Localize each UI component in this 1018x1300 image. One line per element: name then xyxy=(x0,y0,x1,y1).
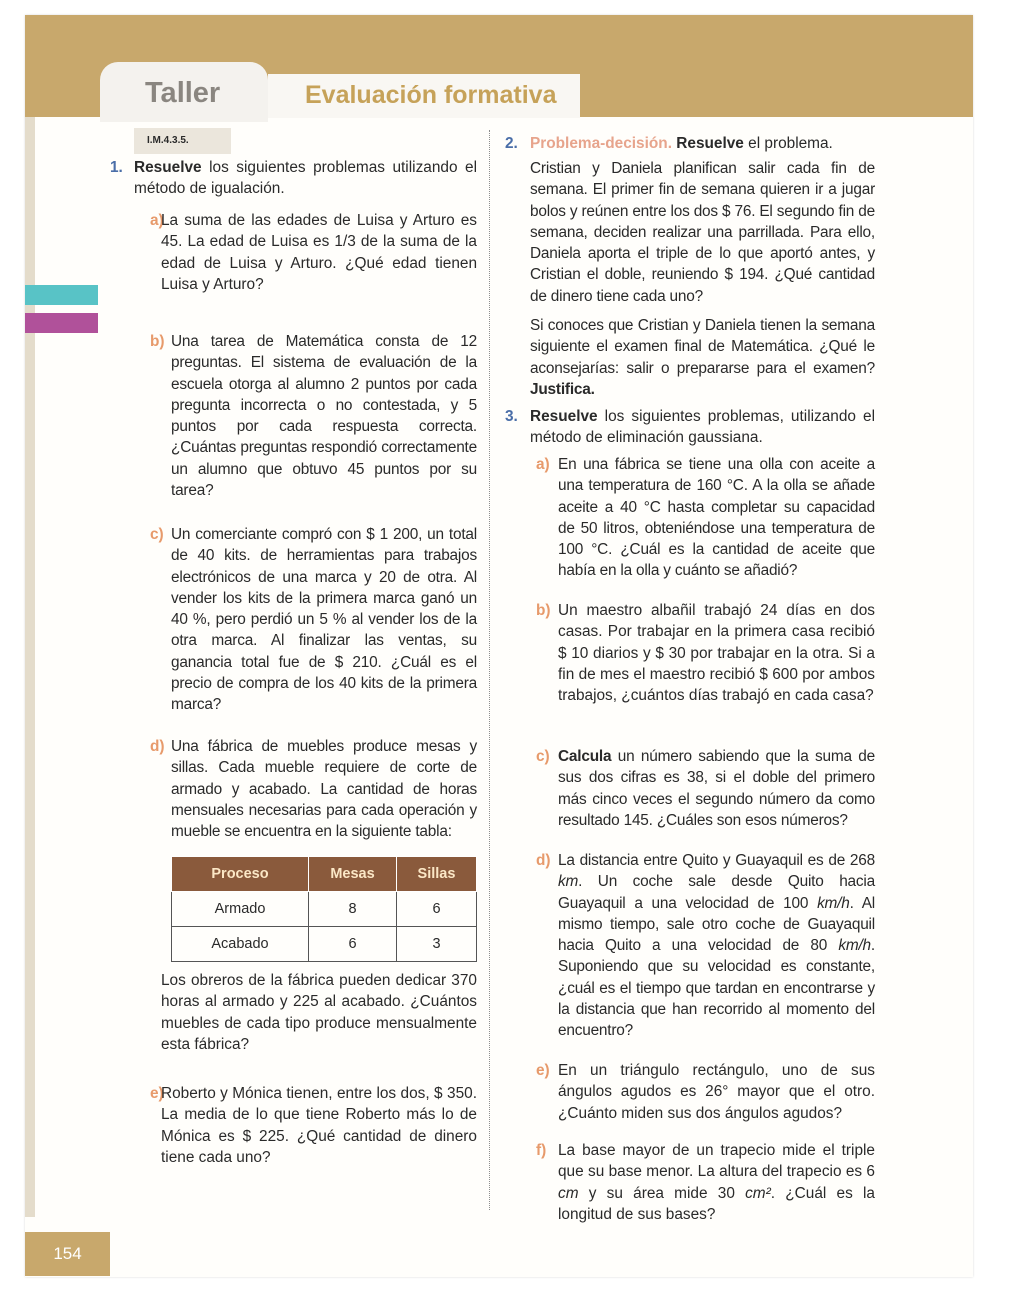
table-row xyxy=(172,892,477,927)
unit-cm2: cm² xyxy=(745,1184,771,1202)
item-letter: d) xyxy=(150,738,165,755)
problem-decision-label: Problema-decisión. xyxy=(530,135,672,152)
text-segment: La distancia entre Quito y Guayaquil es de 268 xyxy=(558,852,875,869)
item-letter: b) xyxy=(536,602,551,619)
table-header: Sillas xyxy=(397,857,477,892)
item-letter: b) xyxy=(150,333,165,350)
justify-label: Justifica. xyxy=(530,380,595,398)
instruction-text: los siguientes problemas utilizando el método de igualación. xyxy=(134,159,477,198)
question-2-instruction xyxy=(530,133,875,154)
skill-code: I.M.4.3.5. xyxy=(134,128,231,154)
item-letter: c) xyxy=(536,748,550,765)
instruction-verb: Resuelve xyxy=(530,408,598,425)
unit-kmh: km/h xyxy=(817,894,850,912)
item-number: 3. xyxy=(505,408,518,425)
text-segment: . ¿Cuál es la longitud de sus bases? xyxy=(558,1184,875,1223)
problem-1c-text: Un comerciante compró con $ 1 200, un total de 40 kits. de herramientas para trabajos electrónicos de una marca y 20 de otra. Al vender los kits de la primera marca ganó un 40 %, pero perdió un 5 % al vender los de la otra marca. Al finalizar las ventas, su ganancia total fue de $ 210. ¿Cuál es el precio de compra de los 40 kits de la primera marca? xyxy=(171,526,477,714)
text-segment: . Al mismo tiempo, sale otro coche de Guayaquil hacia Quito a una velocidad de 80 xyxy=(558,894,875,955)
table-cell: Acabado xyxy=(172,927,309,962)
problem-1e-text: Roberto y Mónica tienen, entre los dos, $ 350. La media de lo que tiene Roberto más lo de Mónica es $ 225. ¿Qué cantidad de dinero tiene cada uno? xyxy=(161,1085,477,1166)
item-letter: a) xyxy=(536,456,550,473)
item-letter: f) xyxy=(536,1142,547,1159)
problem-2-decision xyxy=(530,315,875,400)
problem-3c-text xyxy=(558,746,875,831)
question-1-instruction xyxy=(134,157,477,200)
table-cell: Armado xyxy=(172,892,309,927)
text-segment: . Un coche sale desde Quito hacia Guayaquil a una velocidad de 100 xyxy=(558,873,875,912)
item-letter: e) xyxy=(536,1062,550,1079)
question-3-instruction xyxy=(530,406,875,449)
table-cell: 6 xyxy=(397,892,477,927)
problem-3a-text: En una fábrica se tiene una olla con aceite a una temperatura de 160 °C. A la olla se añade aceite a 40 °C hasta completar su capacidad de 50 litros, obteniéndose una temperatura de 100 °C. ¿Cuál es la cantidad de aceite que había en la olla y cuánto se añadió? xyxy=(558,456,875,580)
table-header: Proceso xyxy=(172,857,309,892)
problem-text: un número sabiendo que la suma de sus dos cifras es 38, si el doble del primero más cinco veces el segundo número da como resultado 145. ¿Cuáles son esos números? xyxy=(558,748,875,829)
problem-3f-text xyxy=(558,1140,875,1225)
item-letter: a) xyxy=(150,212,164,229)
magenta-side-tab xyxy=(25,313,98,333)
section-title-evaluacion: Evaluación formativa xyxy=(305,81,557,109)
item-letter: d) xyxy=(536,852,551,869)
instruction-verb: Resuelve xyxy=(134,159,202,176)
problem-1a-text: La suma de las edades de Luisa y Arturo es 45. La edad de Luisa es 1/3 de la suma de la edad de Luisa y Arturo. ¿Qué edad tienen Luisa y Arturo? xyxy=(161,212,477,293)
problem-3b-text: Un maestro albañil trabajó 24 días en dos casas. Por trabajar en la primera casa recibió $ 10 diarios y $ 30 por trabajar en la otra. Si a fin de mes el maestro recibió $ 600 por ambos trabajos, ¿cuántos días trabajó en cada casa? xyxy=(558,602,875,705)
problem-2-text: Cristian y Daniela planifican salir cada fin de semana. El primer fin de semana quieren ir a jugar bolos y reúnen entre los dos $ 76. El segundo fin de semana, deciden realizar una parrillada. Para ello, Daniela aporta el triple de lo que aportó antes, y Cristian el doble, reuniendo $ 194. ¿Qué cantidad de dinero tiene cada uno? xyxy=(530,160,875,305)
instruction-text: los siguientes problemas, utilizando el método de eliminación gaussiana. xyxy=(530,408,875,447)
problem-3e-text: En un triángulo rectángulo, uno de sus ángulos agudos es 26° mayor que el otro. ¿Cuánto miden sus dos ángulos agudos? xyxy=(558,1062,875,1122)
unit-cm: cm xyxy=(558,1184,579,1202)
table-cell: 8 xyxy=(309,892,397,927)
table-header: Mesas xyxy=(309,857,397,892)
item-letter: e) xyxy=(150,1085,164,1102)
unit-km: km xyxy=(558,873,579,891)
text-segment: . Suponiendo que su velocidad es constante, ¿cuál es el tiempo que tardan en encontrarse y la distancia que han recorrido al momento del encuentro? xyxy=(558,937,875,1040)
item-letter: c) xyxy=(150,526,164,543)
instruction-verb: Calcula xyxy=(558,748,612,765)
column-divider xyxy=(489,130,490,1210)
table-cell: 3 xyxy=(397,927,477,962)
problem-1d-question: Los obreros de la fábrica pueden dedicar 370 horas al armado y 225 al acabado. ¿Cuántos muebles de cada tipo produce mensualmente esta fábrica? xyxy=(161,972,477,1053)
item-number: 1. xyxy=(110,159,123,176)
problem-1d-text: Una fábrica de muebles produce mesas y sillas. Cada mueble requiere de corte de armado y acabado. La cantidad de horas mensuales necesarias para cada operación y mueble se encuentra en la siguiente tabla: xyxy=(171,738,477,841)
cyan-side-tab xyxy=(25,285,98,305)
table-cell: 6 xyxy=(309,927,397,962)
section-title-taller: Taller xyxy=(145,77,221,109)
item-number: 2. xyxy=(505,135,518,152)
instruction-verb: Resuelve xyxy=(676,135,744,152)
text-segment: y su área mide 30 xyxy=(578,1184,746,1202)
text-segment: La base mayor de un trapecio mide el triple que su base menor. La altura del trapecio es 6 xyxy=(558,1142,875,1181)
page-number: 154 xyxy=(25,1232,110,1276)
left-margin-strip xyxy=(25,117,35,1217)
problem-1b-text: Una tarea de Matemática consta de 12 preguntas. El sistema de evaluación de la escuela otorga al alumno 2 puntos por cada pregunta incorrecta o no contestada, y 5 puntos por cada respuesta correcta. ¿Cuántas preguntas respondió correctamente un alumno que obtuvo 45 puntos por su tarea? xyxy=(171,333,477,500)
problem-3d-text xyxy=(558,850,875,1042)
unit-kmh: km/h xyxy=(838,937,871,955)
table-row xyxy=(172,927,477,962)
instruction-text: el problema. xyxy=(743,135,833,152)
process-hours-table xyxy=(171,856,477,962)
decision-question: Si conoces que Cristian y Daniela tienen la semana siguiente el examen final de Matemática. ¿Qué le aconsejarías: salir o prepararse para el examen? xyxy=(530,317,875,377)
